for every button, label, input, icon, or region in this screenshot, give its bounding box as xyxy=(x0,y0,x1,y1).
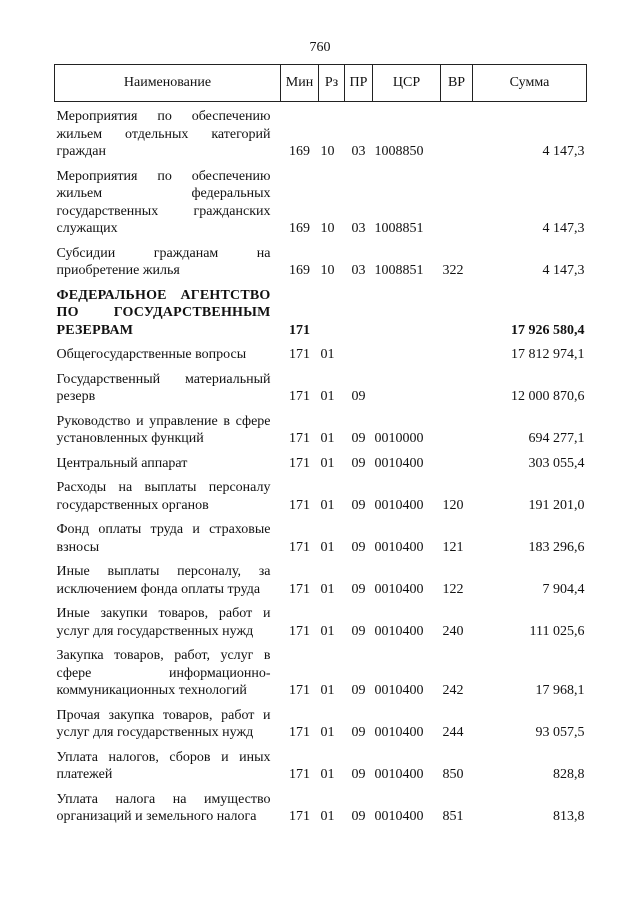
cell-sum: 17 968,1 xyxy=(535,683,585,698)
cell-pr xyxy=(345,346,373,371)
cell-pr: 03 xyxy=(351,263,366,278)
cell-name: Прочая закупка товаров, работ и услуг для государственных нужд xyxy=(56,707,271,740)
cell-name: Мероприятия по обеспечению жильем отдельных категорий граждан xyxy=(56,109,271,159)
header-name: Наименование xyxy=(55,65,281,102)
cell-csr: 0010400 xyxy=(374,497,424,513)
cell-min: 171 xyxy=(289,809,310,824)
cell-name: Фонд оплаты труда и страховые взносы xyxy=(56,522,271,555)
cell-sum: 17 926 580,4 xyxy=(511,322,585,338)
cell-csr: 1008850 xyxy=(374,144,424,159)
cell-vr: 121 xyxy=(442,539,464,555)
cell-pr: 09 xyxy=(351,431,366,446)
cell-min: 171 xyxy=(289,767,310,782)
cell-min: 171 xyxy=(289,725,310,740)
table-row xyxy=(55,479,587,521)
cell-csr: 0010000 xyxy=(374,431,424,446)
cell-rz: 10 xyxy=(320,221,335,236)
cell-min: 171 xyxy=(289,322,310,338)
cell-rz: 01 xyxy=(320,809,335,824)
cell-sum: 303 055,4 xyxy=(528,455,585,471)
cell-name: Мероприятия по обеспечению жильем федеральных государственных гражданских служащих xyxy=(56,168,271,236)
table-row xyxy=(55,413,587,455)
cell-pr: 09 xyxy=(351,725,366,740)
cell-rz: 01 xyxy=(320,623,335,639)
cell-sum: 4 147,3 xyxy=(542,263,585,278)
cell-rz: 01 xyxy=(320,581,335,597)
cell-min: 171 xyxy=(289,389,310,404)
cell-csr: 0010400 xyxy=(374,539,424,555)
cell-min: 171 xyxy=(289,539,310,555)
cell-pr: 09 xyxy=(351,683,366,698)
cell-csr: 0010400 xyxy=(374,455,424,471)
cell-rz: 01 xyxy=(320,539,335,555)
cell-sum: 191 201,0 xyxy=(528,497,585,513)
cell-csr xyxy=(373,371,441,413)
cell-vr: 242 xyxy=(442,683,464,698)
cell-vr: 120 xyxy=(442,497,464,513)
cell-csr: 0010400 xyxy=(374,581,424,597)
table-row xyxy=(55,791,587,833)
cell-name: Уплата налога на имущество организаций и земельного налога xyxy=(56,791,271,824)
cell-pr: 09 xyxy=(351,581,366,597)
cell-csr xyxy=(373,287,441,347)
cell-name: ФЕДЕРАЛЬНОЕ АГЕНТСТВО ПО ГОСУДАРСТВЕННЫМ РЕЗЕРВАМ xyxy=(56,287,271,338)
cell-rz: 10 xyxy=(320,263,335,278)
cell-rz: 01 xyxy=(320,431,335,446)
cell-sum: 12 000 870,6 xyxy=(511,389,585,404)
cell-csr: 0010400 xyxy=(374,767,424,782)
budget-table xyxy=(54,64,587,833)
cell-min: 171 xyxy=(289,497,310,513)
cell-rz: 01 xyxy=(320,347,335,362)
cell-vr: 322 xyxy=(442,263,464,278)
cell-pr: 09 xyxy=(351,389,366,404)
cell-name: Закупка товаров, работ, услуг в сфере информационно-коммуникационных технологий xyxy=(56,648,271,698)
table-row xyxy=(55,287,587,347)
cell-rz: 01 xyxy=(320,725,335,740)
table-row xyxy=(55,647,587,707)
table-row xyxy=(55,605,587,647)
cell-pr: 09 xyxy=(351,455,366,471)
cell-sum: 813,8 xyxy=(553,809,585,824)
table-row xyxy=(55,245,587,287)
table-row xyxy=(55,371,587,413)
cell-min: 169 xyxy=(289,221,310,236)
cell-vr xyxy=(441,168,473,245)
cell-rz: 10 xyxy=(320,144,335,159)
cell-name: Общегосударственные вопросы xyxy=(56,347,247,362)
cell-sum: 93 057,5 xyxy=(535,725,585,740)
cell-csr: 0010400 xyxy=(374,809,424,824)
cell-name: Уплата налогов, сборов и иных платежей xyxy=(56,749,271,782)
cell-rz xyxy=(319,287,345,347)
table-row xyxy=(55,563,587,605)
table-row xyxy=(55,521,587,563)
cell-vr: 244 xyxy=(442,725,464,740)
cell-name: Центральный аппарат xyxy=(56,455,188,471)
cell-sum: 694 277,1 xyxy=(528,431,585,446)
cell-vr: 850 xyxy=(442,767,464,782)
cell-vr xyxy=(441,371,473,413)
cell-sum: 111 025,6 xyxy=(529,623,585,639)
cell-vr xyxy=(441,346,473,371)
cell-csr: 1008851 xyxy=(374,221,424,236)
table-row xyxy=(55,707,587,749)
cell-vr xyxy=(441,413,473,455)
cell-sum: 828,8 xyxy=(553,767,585,782)
cell-pr: 09 xyxy=(351,809,366,824)
page-number: 760 xyxy=(309,40,331,55)
cell-csr: 0010400 xyxy=(374,683,424,698)
cell-name: Руководство и управление в сфере установленных функций xyxy=(56,413,271,446)
cell-pr: 09 xyxy=(351,623,366,639)
cell-vr xyxy=(441,102,473,168)
cell-csr xyxy=(373,346,441,371)
cell-vr xyxy=(441,455,473,480)
cell-rz: 01 xyxy=(320,683,335,698)
cell-vr: 122 xyxy=(442,581,464,597)
cell-pr xyxy=(345,287,373,347)
header-pr: ПР xyxy=(345,65,373,102)
header-vr: ВР xyxy=(441,65,473,102)
cell-sum: 4 147,3 xyxy=(542,221,585,236)
cell-rz: 01 xyxy=(320,389,335,404)
cell-name: Государственный материальный резерв xyxy=(56,371,271,404)
cell-pr: 09 xyxy=(351,767,366,782)
header-csr: ЦСР xyxy=(373,65,441,102)
cell-min: 169 xyxy=(289,263,310,278)
table-body xyxy=(55,102,587,833)
cell-csr: 0010400 xyxy=(374,725,424,740)
cell-rz: 01 xyxy=(320,455,335,471)
cell-csr: 0010400 xyxy=(374,623,424,639)
cell-sum: 183 296,6 xyxy=(528,539,585,555)
table-row xyxy=(55,455,587,480)
cell-min: 171 xyxy=(289,455,310,471)
table-header xyxy=(55,65,587,102)
cell-rz: 01 xyxy=(320,767,335,782)
cell-pr: 03 xyxy=(351,144,366,159)
cell-min: 171 xyxy=(289,431,310,446)
cell-name: Расходы на выплаты персоналу государственных органов xyxy=(56,480,271,513)
cell-pr: 03 xyxy=(351,221,366,236)
cell-sum: 4 147,3 xyxy=(542,144,585,159)
cell-min: 171 xyxy=(289,581,310,597)
cell-vr: 240 xyxy=(442,623,464,639)
cell-pr: 09 xyxy=(351,497,366,513)
cell-name: Иные выплаты персоналу, за исключением фонда оплаты труда xyxy=(56,564,271,597)
cell-name: Иные закупки товаров, работ и услуг для государственных нужд xyxy=(56,606,271,639)
header-rz: Рз xyxy=(319,65,345,102)
cell-csr: 1008851 xyxy=(374,263,424,278)
cell-rz: 01 xyxy=(320,497,335,513)
cell-min: 171 xyxy=(289,623,310,639)
table-row xyxy=(55,168,587,245)
cell-min: 171 xyxy=(289,683,310,698)
cell-vr xyxy=(441,287,473,347)
table-row xyxy=(55,749,587,791)
header-sum: Сумма xyxy=(473,65,587,102)
table-row xyxy=(55,346,587,371)
table-row xyxy=(55,102,587,168)
cell-vr: 851 xyxy=(442,809,464,824)
cell-sum: 7 904,4 xyxy=(542,581,585,597)
header-min: Мин xyxy=(281,65,319,102)
cell-min: 171 xyxy=(289,347,310,362)
cell-sum: 17 812 974,1 xyxy=(511,347,585,362)
cell-min: 169 xyxy=(289,144,310,159)
cell-name: Субсидии гражданам на приобретение жилья xyxy=(56,245,271,278)
cell-pr: 09 xyxy=(351,539,366,555)
